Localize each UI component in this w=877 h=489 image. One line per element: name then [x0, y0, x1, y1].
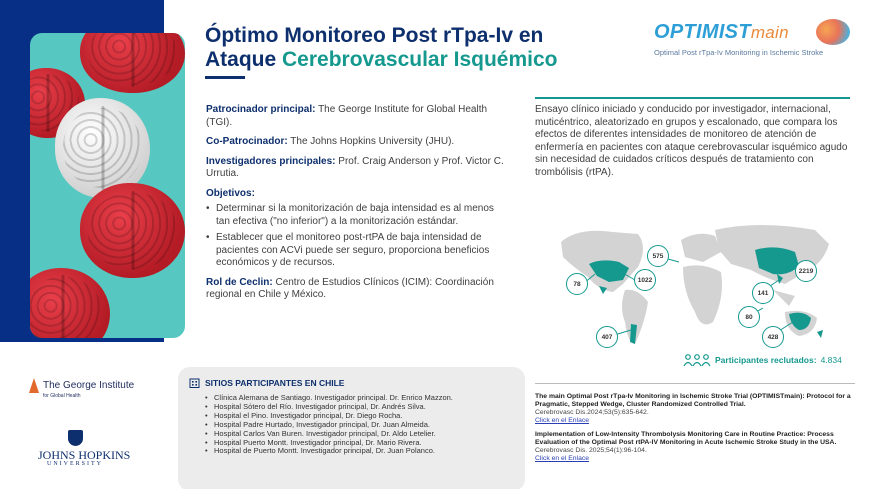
objectives-section — [206, 188, 506, 270]
people-icon — [683, 353, 711, 367]
participating-sites-panel — [178, 367, 525, 489]
role-value: Centro de Estudios Clínicos (ICIM): Coordinación regional en Chile y México. — [206, 276, 494, 300]
country-bubble: 428 — [762, 326, 784, 348]
site-item: • Hospital Puerto Montt. Investigador principal, Dr. Mario Rivera. — [205, 439, 515, 448]
country-bubble: 80 — [738, 306, 760, 328]
george-institute-subtitle: for Global Health — [43, 393, 81, 399]
country-bubble: 141 — [752, 282, 774, 304]
sites-heading-text: SITIOS PARTICIPANTES EN CHILE — [205, 377, 345, 388]
world-map — [553, 212, 853, 352]
objectives-label: Objetivos: — [206, 187, 255, 199]
sponsor-info — [206, 104, 506, 129]
site-item: • Clínica Alemana de Santiago. Investigador principal. Dr. Enrico Mazzon. — [205, 394, 515, 403]
site-item: • Hospital el Pino. Investigador principal, Dr. Diego Rocha. — [205, 412, 515, 421]
country-bubble: 2219 — [795, 260, 817, 282]
sponsor-value: The George Institute for Global Health (TGI). — [206, 104, 488, 128]
objective-item: • Establecer que el monitoreo post-rtPA de baja intensidad de pacientes con ACVi puede ser seguro, proporciona beneficios económicos y de recursos. — [206, 232, 506, 270]
country-bubble: 575 — [647, 245, 669, 267]
investigators-label: Investigadores principales: — [206, 155, 336, 167]
reference-link[interactable]: Click en el Enlace — [535, 417, 590, 424]
study-info — [206, 104, 506, 309]
jhu-subtitle: UNIVERSITY — [47, 461, 103, 467]
title-line-1: Óptimo Monitoreo Post rTpa-Iv en — [205, 24, 544, 47]
study-description: Ensayo clínico iniciado y conducido por investigador, internacional, muticéntrico, aleatorizado en grupos y escalonado, que compara los efectos de diferentes intensidades de monitoreo de atención de enfermería en pacientes con ataque cerebrovascular isquémico agudo sin necesidad de cuidados críticos después de tratamiento con trombólisis (rtPA). — [535, 104, 848, 178]
reference-citation: Cerebrovasc Dis.2024;53(5):635-642. — [535, 409, 649, 416]
ceclin-role-info — [206, 277, 506, 302]
sites-heading — [189, 377, 344, 388]
red-brain-image — [80, 33, 185, 93]
title-line-2-accent: Cerebrovascular Isquémico — [282, 48, 558, 71]
references-section — [535, 383, 855, 469]
george-institute-name: The George Institute — [43, 380, 135, 391]
brain-icon — [816, 19, 850, 45]
sponsor-label: Patrocinador principal: — [206, 104, 316, 115]
site-item: • Hospital Carlos Van Buren. Investigador principal, Dr. Aldo Letelier. — [205, 430, 515, 439]
reference-title: Implementation of Low-Intensity Thrombolysis Monitoring Care in Routine Practice: Process Evaluation of the Optimal Post rtPA-IV Monitoring in Acute Ischemic Stroke Study in the USA. — [535, 431, 837, 446]
participants-count: 4.834 — [820, 355, 842, 365]
title-underline — [205, 76, 245, 79]
investigators-value: Prof. Craig Anderson y Prof. Victor C. Urrutia. — [206, 155, 504, 179]
cosponsor-label: Co-Patrocinador: — [206, 136, 288, 147]
new-zealand-region — [817, 330, 823, 338]
jhu-shield-icon — [68, 430, 83, 446]
country-bubble: 1022 — [634, 269, 656, 291]
optimist-logo — [654, 21, 854, 61]
role-label: Rol de Ceclin: — [206, 276, 273, 288]
objectives-list — [206, 203, 506, 270]
country-bubble: 407 — [596, 326, 618, 348]
title-line-2-plain: Ataque — [205, 48, 283, 71]
description-rule — [535, 97, 850, 99]
george-institute-logo — [29, 378, 144, 408]
red-brain-image — [30, 268, 110, 338]
site-item: • Hospital Sótero del Río. Investigador principal, Dr. Andrés Silva. — [205, 403, 515, 412]
site-item: • Hospital Padre Hurtado, Investigador principal, Dr. Juan Almeida. — [205, 421, 515, 430]
participants-recruited — [683, 353, 842, 367]
site-item: • Hospital de Puerto Montt. Investigador principal, Dr. Juan Polanco. — [205, 447, 515, 456]
cosponsor-value: The Johns Hopkins University (JHU). — [287, 136, 455, 147]
objective-item: • Determinar si la monitorización de baja intensidad es al menos tan efectiva ("no inferior") a la monitorización estándar. — [206, 203, 506, 228]
sites-list — [205, 394, 515, 456]
reference-item — [535, 431, 855, 463]
johns-hopkins-logo — [38, 430, 131, 470]
reference-title: The main Optimal Post rTpa-Iv Monitoring in Ischemic Stroke Trial (OPTIMISTmain): Protocol for a Pragmatic, Stepped Wedge, Cluster Randomized Controlled Trial. — [535, 393, 851, 408]
reference-item — [535, 393, 855, 425]
logo-tagline: Optimal Post rTpa-Iv Monitoring in Ischemic Stroke — [654, 48, 824, 57]
country-bubble: 78 — [566, 273, 588, 295]
george-institute-mark-icon — [29, 378, 39, 393]
reference-link[interactable]: Click en el Enlace — [535, 455, 590, 462]
building-icon — [189, 377, 200, 388]
investigators-info — [206, 156, 506, 181]
jhu-name: JOHNS HOPKINS — [38, 448, 131, 462]
page-title — [205, 24, 557, 72]
reference-citation: Cerebrovasc Dis. 2025;54(1):96-104. — [535, 447, 647, 454]
brains-photo — [30, 33, 185, 338]
logo-word-main: OPTIMIST — [654, 21, 751, 43]
title-line-2 — [205, 48, 557, 72]
cosponsor-info — [206, 136, 506, 149]
red-brain-image — [80, 183, 185, 278]
participants-label: Participantes reclutados: — [715, 355, 817, 365]
logo-word-suffix: main — [750, 23, 789, 42]
